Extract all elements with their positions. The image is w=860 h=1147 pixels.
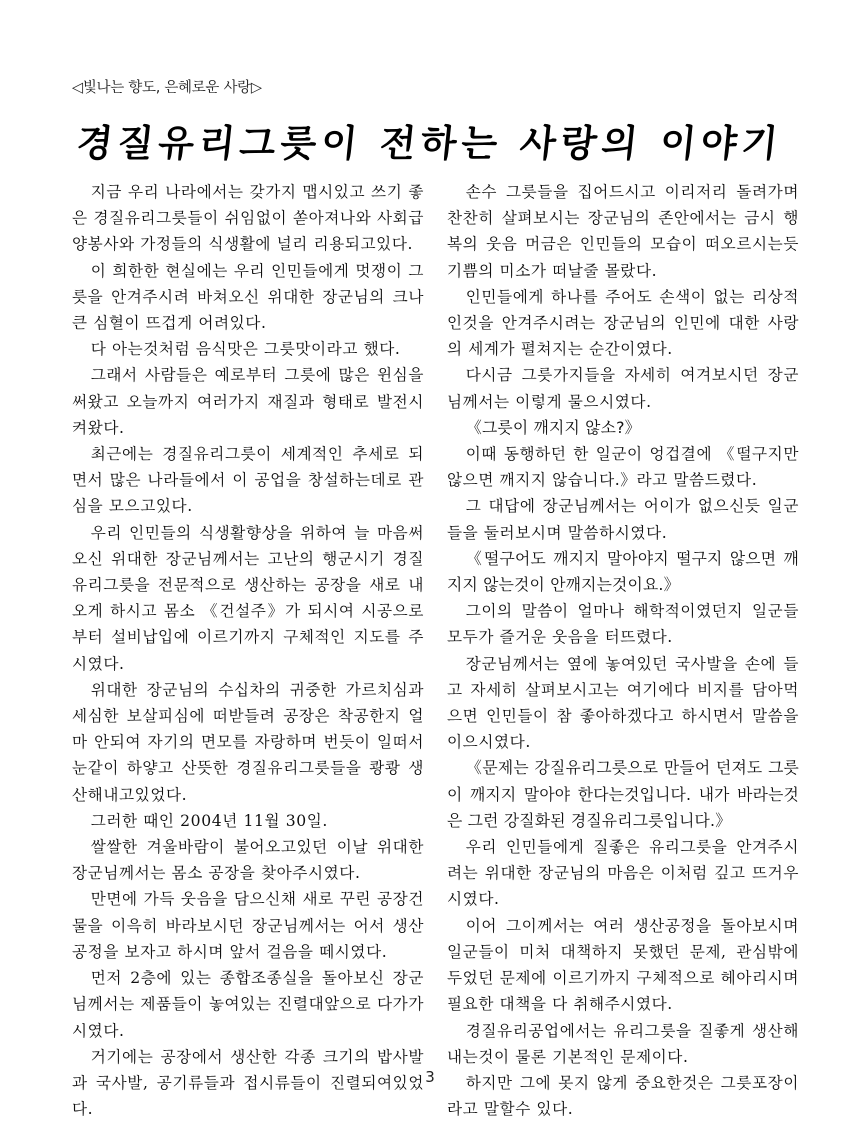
paragraph: 장군님께서는 옆에 놓여있던 국사발을 손에 들고 자세히 살펴보시고는 여기에다 비지를 담아먹으면 인민들이 참 좋아하겠다고 하시면서 말씀을 이으시였다. <box>447 654 799 752</box>
paragraph: 먼저 2층에 있는 종합조종실을 돌아보신 장군님께서는 제품들이 놓여있는 진렬대앞으로 다가가시였다. <box>72 969 424 1040</box>
article-title: 경질유리그릇이 전하는 사랑의 이야기 <box>74 121 785 165</box>
paragraph: 이 희한한 현실에는 우리 인민들에게 멋쟁이 그릇을 안겨주시려 바쳐오신 위대한 장군님의 크나큰 심혈이 뜨겁게 어려있다. <box>72 261 424 333</box>
paragraph: 최근에는 경질유리그릇이 세계적인 추세로 되면서 많은 나라들에서 이 공업을 창설하는데로 관심을 모으고있다. <box>72 445 424 516</box>
article-column-right <box>447 179 799 1122</box>
paragraph: 인민들에게 하나를 주어도 손색이 없는 리상적인것을 안겨주시려는 장군님의 인민에 대한 사랑의 세계가 펼쳐지는 순간이였다. <box>447 287 799 359</box>
paragraph: 그 대답에 장군님께서는 어이가 없으신듯 일군들을 둘러보시며 말씀하시였다. <box>447 497 799 542</box>
paragraph: 이때 동행하던 한 일군이 엉겁결에 《떨구지만 않으면 깨지지 않습니다.》라고 말씀드렸다. <box>447 445 799 490</box>
quote-paragraph: 《그릇이 깨지지 않소?》 <box>465 417 641 437</box>
quote-paragraph: 《문제는 강질유리그릇으로 만들어 던져도 그릇이 깨지지 말아야 한다는것입니다. 내가 바라는것은 그런 강질화된 경질유리그릇입니다.》 <box>447 758 799 830</box>
paragraph: 그러한 때인 2004년 11월 30일. <box>90 811 328 830</box>
paragraph: 쌀쌀한 겨울바람이 불어오고있던 이날 위대한 장군님께서는 몸소 공장을 찾아주시였다. <box>72 838 424 883</box>
paragraph: 우리 인민들의 식생활향상을 위하여 늘 마음써오신 위대한 장군님께서는 고난의 행군시기 경질유리그릇을 전문적으로 생산하는 공장을 새로 내오게 하시고 몸소 《건설주》가 되시여 시공으로부터 설비납입에 이르기까지 구체적인 지도를 주시였다. <box>72 523 424 673</box>
paragraph: 만면에 가득 웃음을 담으신채 새로 꾸린 공장건물을 이윽히 바라보시던 장군님께서는 어서 생산공정을 보자고 하시며 앞서 걸음을 떼시였다. <box>72 890 424 961</box>
paragraph: 하지만 그에 못지 않게 중요한것은 그릇포장이라고 말할수 있다. <box>447 1073 799 1119</box>
paragraph: 다시금 그릇가지들을 자세히 여겨보시던 장군님께서는 이렇게 물으시였다. <box>447 366 799 411</box>
paragraph: 우리 인민들에게 질좋은 유리그릇을 안겨주시려는 위대한 장군님의 마음은 이처럼 깊고 뜨거우시였다. <box>447 838 799 909</box>
paragraph: 거기에는 공장에서 생산한 각종 크기의 밥사발과 국사발, 공기류들과 접시류들이 진렬되여있었다. <box>72 1047 424 1119</box>
paragraph: 손수 그릇들을 집어드시고 이리저리 돌려가며 찬찬히 살펴보시는 장군님의 존안에서는 금시 행복의 웃음 머금은 인민들의 모습이 떠오르시는듯 기쁨의 미소가 떠날줄 몰랐다. <box>447 183 799 280</box>
paragraph: 이어 그이께서는 여러 생산공정을 돌아보시며 일군들이 미처 대책하지 못했던 문제, 관심밖에 두었던 문제에 이르기까지 구체적으로 헤아리시며 필요한 대책을 다 취해주시였다. <box>447 916 799 1014</box>
paragraph: 다 아는것처럼 음식맛은 그릇맛이라고 했다. <box>90 340 401 359</box>
quote-paragraph: 《떨구어도 깨지지 말아야지 떨구지 않으면 깨지지 않는것이 안깨지는것이요.》 <box>447 548 799 595</box>
paragraph: 그이의 말씀이 얼마나 해학적이였던지 일군들모두가 즐거운 웃음을 터뜨렸다. <box>447 602 799 647</box>
section-kicker: ◁빛나는 향도, 은혜로운 사랑▷ <box>72 80 262 96</box>
paragraph: 지금 우리 나라에서는 갖가지 맵시있고 쓰기 좋은 경질유리그릇들이 쉬임없이 쏟아져나와 사회급양봉사와 가정들의 식생활에 널리 리용되고있다. <box>72 183 424 254</box>
paragraph: 그래서 사람들은 예로부터 그릇에 많은 윈심을 써왔고 오늘까지 여러가지 재질과 형태로 발전시켜왔다. <box>72 366 424 437</box>
paragraph: 위대한 장군님의 수십차의 귀중한 가르치심과 세심한 보살피심에 떠받들려 공장은 착공한지 얼마 안되여 자기의 면모를 자랑하며 번듯이 일떠서 눈같이 하얗고 산뜻한 경질유리그릇들을 쾅쾅 생산해내고있었다. <box>72 680 424 804</box>
page-number: 3 <box>425 1068 435 1086</box>
article-column-left <box>72 179 424 1122</box>
paragraph: 경질유리공업에서는 유리그릇을 질좋게 생산해내는것이 물론 기본적인 문제이다. <box>447 1021 799 1066</box>
